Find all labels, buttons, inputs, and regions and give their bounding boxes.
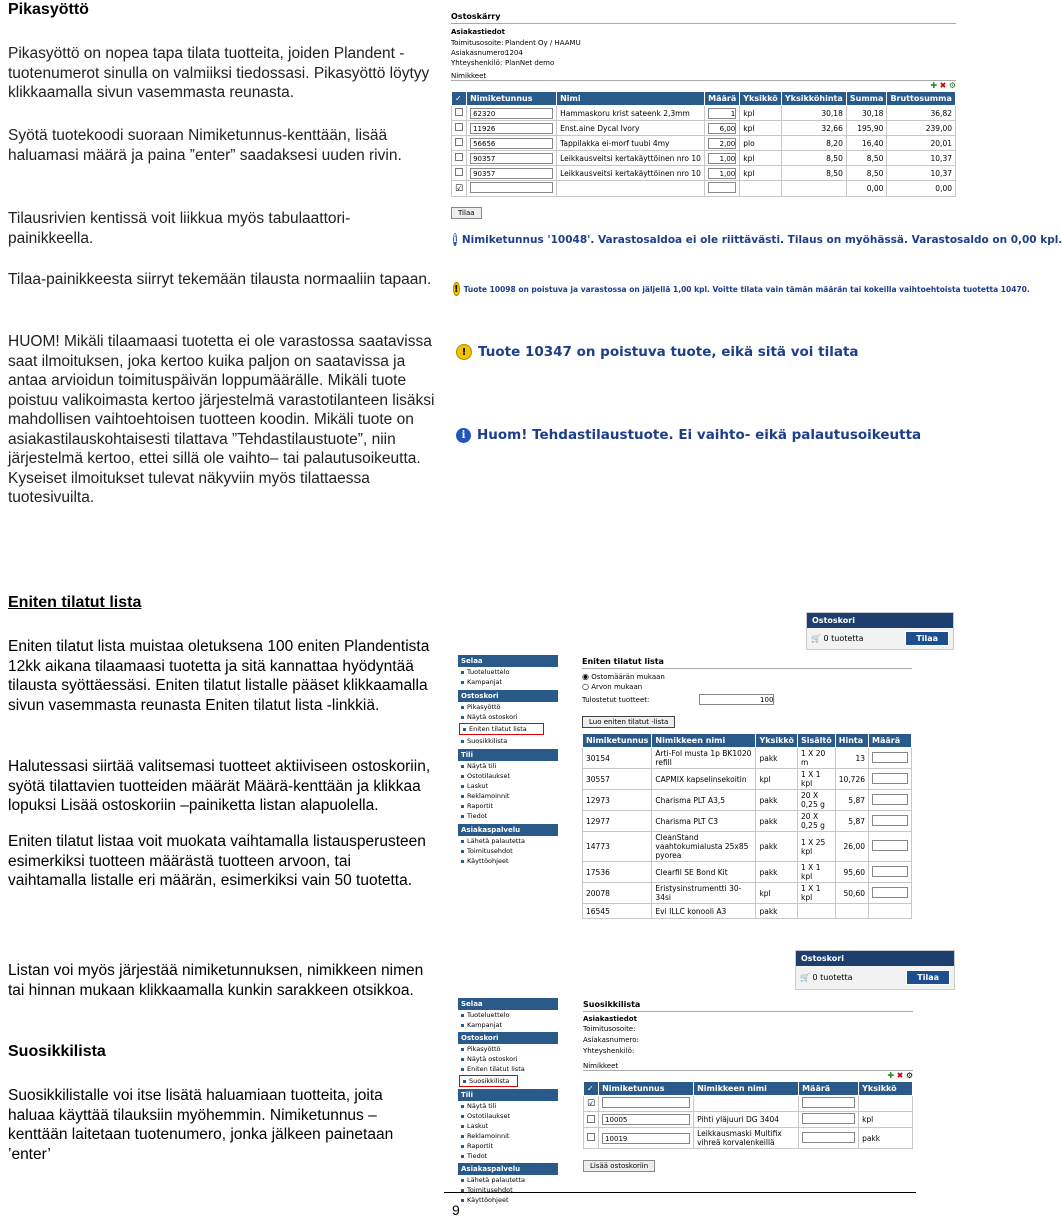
panel-title: Suosikkilista <box>583 1000 913 1012</box>
nav-item[interactable]: Raportit <box>458 801 558 811</box>
nav-item-eniten-tilatut[interactable]: Eniten tilatut lista <box>459 723 544 735</box>
label: Toimitusosoite: <box>583 1025 636 1033</box>
col-header[interactable]: Sisältö <box>798 734 836 748</box>
cell[interactable]: Eristysinstrumentti 30-34si <box>652 883 756 904</box>
table-row <box>452 106 956 121</box>
cart-count <box>811 634 863 643</box>
suosikki-panel <box>583 1000 913 1175</box>
nav-item[interactable]: Toimitusehdot <box>458 1185 558 1195</box>
label: Yhteyshenkilö: <box>583 1047 635 1055</box>
paragraph: Suosikkilistalle voi itse lisätä haluamiaan tuotteita, joita haluaa käyttää tilauksiin myöhemmin. Nimiketunnus – kenttään laitetaan tuotenumero, jonka jälkeen painetaan ’enter’ <box>8 1087 394 1163</box>
cell: Tappilakka ei-morf tuubi 4my <box>557 136 705 151</box>
cell <box>781 181 846 197</box>
row-checkbox[interactable] <box>587 1115 595 1123</box>
nav-item[interactable]: Ostotilaukset <box>458 1111 558 1121</box>
order-table: ✓ Nimiketunnus Nimi Määrä Yksikkö Yksikköhinta Summa Bruttosumma 62320 Hammaskoru krist sateenk 2,3mm 1 kpl 30,18 30,18 36,82 11926 Enst.aine Dycal Ivory 6,00 kpl 32,66 195,90 239,00 56656 Tappilakka ei-morf tuubi 4my 2,00 plo 8,20 16,40 20,01 90357 Leikkausveitsi kertakäyttöinen nro 10 1,00 kpl 8,50 8,50 10,37 90357 Leikkausveitsi kertakäyttöinen nro 10 1,00 kpl 8,50 8,50 10,37 ☑ 0,00 0,00 <box>451 91 956 197</box>
footer-rule <box>444 1192 916 1193</box>
cell: 1 X 1 kpl <box>798 862 836 883</box>
info-message <box>453 233 1062 246</box>
code-input[interactable]: 90357 <box>470 168 553 179</box>
nav-item[interactable]: Tiedot <box>458 811 558 821</box>
cell: Pihti yläjuuri DG 3404 <box>694 1112 799 1128</box>
cell: 12973 <box>583 790 652 811</box>
section-label: Nimikkeet <box>583 1062 913 1071</box>
paragraph: Halutessasi siirtää valitsemasi tuotteet aktiiviseen ostoskoriin, syötä tilattavien tuotteiden määrät Määrä-kenttään ja klikkaa lopuksi Lisää ostoskoriin –painiketta listan alapuolella. <box>8 758 431 814</box>
row-checkbox[interactable] <box>455 153 463 161</box>
nav-item[interactable]: Kampanjat <box>458 1020 558 1030</box>
delete-icon[interactable]: ✖ <box>896 1071 904 1080</box>
nav-item[interactable]: Lähetä palautetta <box>458 836 558 846</box>
nav-item[interactable]: Eniten tilatut lista <box>458 1064 558 1074</box>
cell: 10,37 <box>887 166 956 181</box>
cell: kpl <box>859 1112 913 1128</box>
cell: 20 X 0,25 g <box>798 811 836 832</box>
suosikki-table: ✓ Nimiketunnus Nimikkeen nimi Määrä Yksikkö ☑ 10005 Pihti yläjuuri DG 3404 kpl 10019 Leikkausmaski Multifix vihreä korvalenkeillä pakk <box>583 1081 913 1149</box>
col-header[interactable]: Yksikkö <box>740 92 782 106</box>
qty-input[interactable]: 6,00 <box>708 123 736 134</box>
row-checkbox[interactable] <box>455 168 463 176</box>
cell: 14773 <box>583 832 652 862</box>
nav-item[interactable]: Tiedot <box>458 1151 558 1161</box>
cell: plo <box>740 136 782 151</box>
table-row <box>583 883 912 904</box>
paragraph: Pikasyöttö on nopea tapa tilata tuotteita, joiden Plandent -tuotenumerot sinulla on valmiiksi tiedossasi. Pikasyöttö löytyy klikkaamalla sivun vasemmasta reunasta. <box>8 45 430 101</box>
message-text: Huom! Tehdastilaustuote. Ei vaihto- eikä palautusoikeutta <box>477 427 922 443</box>
cell: 8,50 <box>846 151 887 166</box>
qty-input[interactable] <box>802 1097 855 1108</box>
cell: Enst.aine Dycal Ivory <box>557 121 705 136</box>
col-header[interactable]: Summa <box>846 92 887 106</box>
qty-input[interactable]: 1,00 <box>708 153 736 164</box>
cell: 20078 <box>583 883 652 904</box>
paragraph: Syötä tuotekoodi suoraan Nimiketunnus-kenttään, lisää haluamasi määrä ja paina ”enter” saadaksesi uuden rivin. <box>8 127 402 164</box>
cell: 20,01 <box>887 136 956 151</box>
message-text: Tuote 10098 on poistuva ja varastossa on jäljellä 1,00 kpl. Voitte tilata vain tämän määrän tai kokeilla vaihtoehtoista tuotetta 10470. <box>463 284 1030 294</box>
nav-item[interactable]: Pikasyöttö <box>458 1044 558 1054</box>
code-input[interactable]: 62320 <box>470 108 553 119</box>
cell: 8,50 <box>781 166 846 181</box>
nav-item[interactable]: Lähetä palautetta <box>458 1175 558 1185</box>
cart-icon: 🛒 <box>811 634 821 643</box>
nav-heading: Tili <box>458 1089 558 1101</box>
nav-heading: Ostoskori <box>458 690 558 702</box>
nav-item[interactable]: Kampanjat <box>458 677 558 687</box>
eniten-table <box>582 733 912 919</box>
cell: 1 X 20 m <box>798 748 836 769</box>
field-label: Tulostetut tuotteet: <box>582 695 650 704</box>
code-input[interactable]: 10019 <box>602 1133 690 1144</box>
cart-widget <box>795 950 955 990</box>
cart-screenshot <box>451 12 956 217</box>
cell: Leikkausveitsi kertakäyttöinen nro 10 <box>557 151 705 166</box>
cart-count-text: 0 tuotetta <box>812 973 853 982</box>
add-icon[interactable]: ✚ <box>887 1071 895 1080</box>
cell: 13 <box>835 748 868 769</box>
section-title-eniten: Eniten tilatut lista <box>8 594 142 611</box>
code-input[interactable]: 56656 <box>470 138 553 149</box>
tools-icon[interactable]: ⚙ <box>948 81 956 90</box>
row-actions[interactable] <box>451 81 956 91</box>
cell: 20 X 0,25 g <box>798 790 836 811</box>
cell: 10,37 <box>887 151 956 166</box>
cell: 0,00 <box>846 181 887 197</box>
row-checkbox[interactable] <box>455 123 463 131</box>
col-header[interactable]: Nimiketunnus <box>583 734 652 748</box>
row-actions[interactable] <box>583 1071 913 1081</box>
cell: 1 X 1 kpl <box>798 883 836 904</box>
qty-input[interactable]: 1 <box>708 108 736 119</box>
table-row <box>583 748 912 769</box>
cell: 8,50 <box>781 151 846 166</box>
delete-icon[interactable]: ✖ <box>939 81 947 90</box>
qty-input[interactable] <box>802 1132 855 1143</box>
nav-item[interactable]: Toimitusehdot <box>458 846 558 856</box>
nav-item[interactable]: Näytä tili <box>458 761 558 771</box>
cart-count <box>800 973 852 982</box>
nav-heading: Asiakaspalvelu <box>458 1163 558 1175</box>
label: Asiakasnumero: <box>451 49 507 57</box>
cell: pakk <box>756 862 798 883</box>
cell[interactable]: CAPMIX kapselinsekoitin <box>652 769 756 790</box>
warning-message <box>456 344 956 360</box>
cell: pakk <box>756 832 798 862</box>
paragraph: Listan voi myös järjestää nimiketunnuksen, nimikkeen nimen tai hinnan mukaan klikkaamalla kunkin sarakkeen otsikkoa. <box>8 962 424 999</box>
radio-selected[interactable]: ◉ <box>582 672 589 681</box>
nav-item[interactable]: Laskut <box>458 1121 558 1131</box>
paragraph-huom: HUOM! Mikäli tilaamaasi tuotetta ei ole varastossa saatavissa saat ilmoituksen, joka kertoo kuika paljon on saatavissa ja antaa arvioidun toimituspäivän loppumäärälle. Mikäli tuote poistuu valikoimasta kertoo järjestelmä varastotilanteen lisäksi mahdollisen vaihtoehtoisen tuotteen koodin. Mikäli tuote on asiakastilauskohtaisesti tilattava ”Tehdastilaustuote”, niin järjestelmä kertoo, ettei sillä ole vaihto– tai palautusoikeutta. Kyseiset ilmoitukset tulevat näkyviin myös tilattaessa tuotesivuilta. <box>8 333 435 506</box>
warning-icon: ! <box>456 344 472 360</box>
cell[interactable]: Charisma PLT C3 <box>652 811 756 832</box>
table-row <box>583 904 912 919</box>
table-row <box>452 151 956 166</box>
col-header[interactable]: Nimiketunnus <box>467 92 557 106</box>
row-checkbox[interactable] <box>455 138 463 146</box>
cell: pakk <box>859 1128 913 1149</box>
cell: 16545 <box>583 904 652 919</box>
nav-item[interactable]: Raportit <box>458 1141 558 1151</box>
info-message <box>456 427 956 443</box>
cell: 32,66 <box>781 121 846 136</box>
nav-item-suosikkilista[interactable]: Suosikkilista <box>459 1075 518 1087</box>
add-icon[interactable]: ✚ <box>930 81 938 90</box>
label: Toimitusosoite: <box>451 39 504 47</box>
cell: 30,18 <box>781 106 846 121</box>
code-input[interactable]: 90357 <box>470 153 553 164</box>
table-row <box>583 790 912 811</box>
qty-input[interactable] <box>872 866 908 877</box>
cart-icon: 🛒 <box>800 973 810 982</box>
col-header[interactable]: Hinta <box>835 734 868 748</box>
tilaa-button[interactable]: Tilaa <box>451 207 482 219</box>
cell: pakk <box>756 904 798 919</box>
nav-item[interactable]: Näytä tili <box>458 1101 558 1111</box>
cell: pakk <box>756 790 798 811</box>
check-icon[interactable]: ☑ <box>587 1098 596 1109</box>
cell: 8,50 <box>846 166 887 181</box>
col-header[interactable]: Yksikköhinta <box>781 92 846 106</box>
nav-item[interactable]: Näytä ostoskori <box>458 1054 558 1064</box>
qty-input[interactable] <box>708 182 736 193</box>
col-header[interactable]: Nimi <box>557 92 705 106</box>
cell: 1 X 25 kpl <box>798 832 836 862</box>
nav-heading: Asiakaspalvelu <box>458 824 558 836</box>
cell: 0,00 <box>887 181 956 197</box>
table-row <box>452 121 956 136</box>
cell <box>835 904 868 919</box>
warning-icon: ! <box>454 283 459 295</box>
paragraph: Tilausrivien kentissä voit liikkua myös tabulaattori-painikkeella. <box>8 210 351 247</box>
code-input[interactable] <box>602 1097 690 1108</box>
create-list-button[interactable]: Luo eniten tilatut -lista <box>582 716 675 728</box>
radio[interactable]: ○ <box>582 682 589 691</box>
message-text: Nimiketunnus '10048'. Varastosaldoa ei ole riittävästi. Tilaus on myöhässä. Varastosaldo on 0,00 kpl. <box>461 233 1062 246</box>
table-row <box>452 136 956 151</box>
cell: 50,60 <box>835 883 868 904</box>
code-input[interactable]: 10005 <box>602 1114 690 1125</box>
nav-item[interactable]: Pikasyöttö <box>458 702 558 712</box>
section-label: Nimikkeet <box>451 72 956 81</box>
paragraph: Eniten tilatut lista muistaa oletuksena 100 eniten Plandentista 12kk aikana tilaamaasi tuotetta ja sitä kannattaa hyödyntää tilausta syöttäessäsi. Eniten tilatut listalle pääset klikkaamalla sivun vasemmasta reunasta Eniten tilatut lista -linkkiä. <box>8 638 430 714</box>
cell: 12977 <box>583 811 652 832</box>
value: 1204 <box>505 49 523 57</box>
col-header[interactable]: Bruttosumma <box>887 92 956 106</box>
cart-widget <box>806 612 954 650</box>
info-icon: i <box>453 234 457 245</box>
cell: kpl <box>740 151 782 166</box>
cell: kpl <box>740 106 782 121</box>
nav-item[interactable]: Ostotilaukset <box>458 771 558 781</box>
nav-item[interactable]: Tuoteluettelo <box>458 667 558 677</box>
cart-count-text: 0 tuotetta <box>823 634 864 643</box>
eniten-panel <box>582 657 912 920</box>
section-title-pikasyotto: Pikasyöttö <box>8 1 89 18</box>
col-header[interactable]: Nimikkeen nimi <box>694 1082 799 1096</box>
subtitle: Asiakastiedot <box>583 1015 637 1023</box>
panel-title: Eniten tilatut lista <box>582 657 912 669</box>
nav-item[interactable]: Reklamoinnit <box>458 791 558 801</box>
tilaa-button[interactable]: Tilaa <box>905 631 949 646</box>
warning-message <box>453 282 1030 296</box>
value: PlanNet demo <box>505 59 555 67</box>
cell: 95,60 <box>835 862 868 883</box>
qty-input[interactable] <box>872 840 908 851</box>
nav-item[interactable]: Tuoteluettelo <box>458 1010 558 1020</box>
subtitle: Asiakastiedot <box>451 28 505 36</box>
sidebar-nav <box>458 998 558 1204</box>
col-header[interactable]: Nimikkeen nimi <box>652 734 756 748</box>
col-header[interactable]: Määrä <box>799 1082 859 1096</box>
paragraph: Tilaa-painikkeesta siirryt tekemään tilausta normaaliin tapaan. <box>8 271 432 288</box>
table-row <box>452 166 956 181</box>
code-input[interactable]: 11926 <box>470 123 553 134</box>
col-header[interactable]: Määrä <box>705 92 740 106</box>
tools-icon[interactable]: ⚙ <box>905 1071 913 1080</box>
col-header[interactable]: Nimiketunnus <box>599 1082 694 1096</box>
cell: 239,00 <box>887 121 956 136</box>
cell[interactable]: Arti-Fol musta 1p BK1020 refill <box>652 748 756 769</box>
page-number: 9 <box>452 1202 460 1218</box>
message-text: Tuote 10347 on poistuva tuote, eikä sitä voi tilata <box>478 344 859 360</box>
qty-input[interactable] <box>872 887 908 898</box>
cell[interactable]: CleanStand vaahtokumialusta 25x85 pyorea <box>652 832 756 862</box>
cart-widget-title: Ostoskori <box>807 613 953 628</box>
cell: kpl <box>756 769 798 790</box>
cell: kpl <box>756 883 798 904</box>
cell: 8,20 <box>781 136 846 151</box>
cell[interactable]: Clearfil SE Bond Kit <box>652 862 756 883</box>
count-input[interactable]: 100 <box>699 694 774 705</box>
cell: Leikkausmaski Multifix vihreä korvalenkeillä <box>694 1128 799 1149</box>
cart-widget-title: Ostoskori <box>796 951 954 966</box>
radio-label: Ostomäärän mukaan <box>591 673 665 681</box>
qty-input[interactable] <box>872 815 908 826</box>
paragraph: Eniten tilatut listaa voit muokata vaihtamalla listausperusteen esimerkiksi tuotteen määrästä tuotteen arvoon, tai vaihtamalla listalle eri määrän, esimerkiksi vain 50 tuotetta. <box>8 833 426 889</box>
check-icon[interactable]: ☑ <box>455 183 464 194</box>
qty-input[interactable] <box>802 1113 855 1124</box>
section-title-suosikki: Suosikkilista <box>8 1043 106 1060</box>
col-header[interactable]: Määrä <box>869 734 912 748</box>
col-header[interactable]: Yksikkö <box>756 734 798 748</box>
nav-heading: Tili <box>458 749 558 761</box>
cell: Hammaskoru krist sateenk 2,3mm <box>557 106 705 121</box>
nav-item[interactable]: Näytä ostoskori <box>458 712 558 722</box>
cart-title: Ostoskärry <box>451 12 956 24</box>
nav-item[interactable]: Käyttöohjeet <box>458 1195 558 1205</box>
qty-input[interactable]: 2,00 <box>708 138 736 149</box>
cell: 195,90 <box>846 121 887 136</box>
cell: Leikkausveitsi kertakäyttöinen nro 10 <box>557 166 705 181</box>
table-row <box>452 181 956 197</box>
cell: 1 X 1 kpl <box>798 769 836 790</box>
radio-label: Arvon mukaan <box>591 683 643 691</box>
add-to-cart-button[interactable]: Lisää ostoskoriin <box>583 1160 655 1172</box>
table-row <box>583 832 912 862</box>
cell[interactable]: Evi ILLC konooli A3 <box>652 904 756 919</box>
label: Asiakasnumero: <box>583 1036 639 1044</box>
cell <box>557 181 705 197</box>
cell: 16,40 <box>846 136 887 151</box>
col-header[interactable]: Yksikkö <box>859 1082 913 1096</box>
nav-heading: Ostoskori <box>458 1032 558 1044</box>
cell <box>694 1096 799 1112</box>
cell: 26,00 <box>835 832 868 862</box>
value: Plandent Oy / HAAMU <box>505 39 581 47</box>
table-row <box>583 862 912 883</box>
cell: 30,18 <box>846 106 887 121</box>
sidebar-nav <box>458 655 558 920</box>
nav-heading: Selaa <box>458 655 558 667</box>
table-row <box>584 1112 913 1128</box>
tilaa-button[interactable]: Tilaa <box>906 970 950 985</box>
cell: pakk <box>756 811 798 832</box>
cell: 10,726 <box>835 769 868 790</box>
row-checkbox[interactable] <box>587 1133 595 1141</box>
nav-item[interactable]: Laskut <box>458 781 558 791</box>
cell: pakk <box>756 748 798 769</box>
qty-input[interactable] <box>872 752 908 763</box>
code-input[interactable] <box>470 182 553 193</box>
cell: 17536 <box>583 862 652 883</box>
cell[interactable]: Charisma PLT A3,5 <box>652 790 756 811</box>
cell <box>798 904 836 919</box>
table-row <box>584 1128 913 1149</box>
cell: 30154 <box>583 748 652 769</box>
table-row <box>583 769 912 790</box>
table-row <box>583 811 912 832</box>
qty-input[interactable]: 1,00 <box>708 168 736 179</box>
qty-input[interactable] <box>872 773 908 784</box>
nav-item[interactable]: Reklamoinnit <box>458 1131 558 1141</box>
cell: kpl <box>740 166 782 181</box>
nav-heading: Selaa <box>458 998 558 1010</box>
cell: 36,82 <box>887 106 956 121</box>
cell: kpl <box>740 121 782 136</box>
nav-item[interactable]: Käyttöohjeet <box>458 856 558 866</box>
table-row <box>584 1096 913 1112</box>
cell <box>859 1096 913 1112</box>
nav-item[interactable]: Suosikkilista <box>458 736 558 746</box>
cell <box>740 181 782 197</box>
cell: 30557 <box>583 769 652 790</box>
row-checkbox[interactable] <box>455 108 463 116</box>
info-icon: i <box>456 428 471 443</box>
cell: 5,87 <box>835 790 868 811</box>
label: Yhteyshenkilö: <box>451 59 503 67</box>
cell: 5,87 <box>835 811 868 832</box>
qty-input[interactable] <box>872 794 908 805</box>
